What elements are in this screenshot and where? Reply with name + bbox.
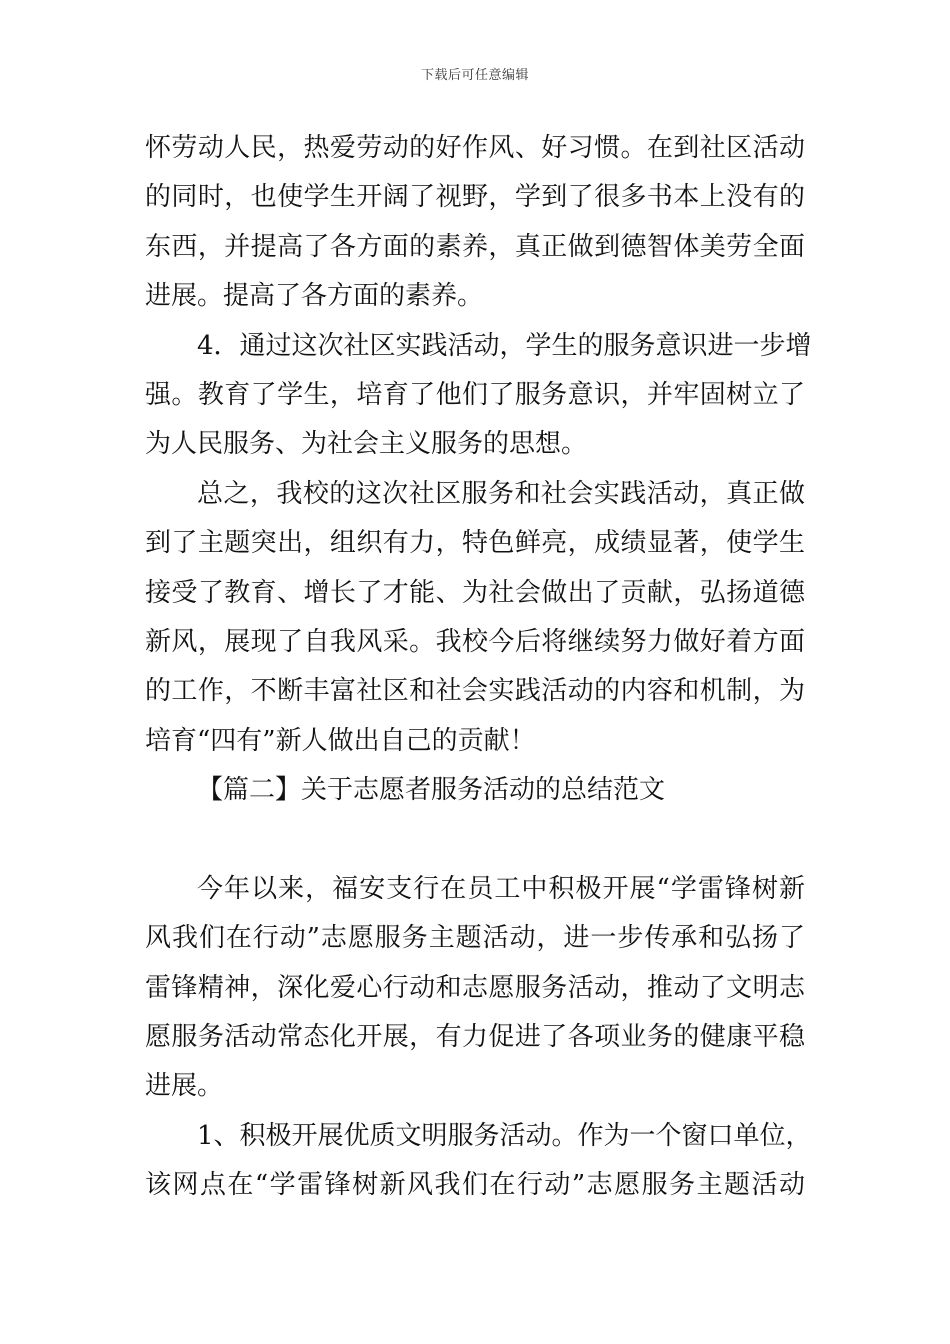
text-line: 1、积极开展优质文明服务活动。作为一个窗口单位， — [197, 1120, 812, 1151]
text-line: 风我们在行动”志愿服务主题活动，进一步传承和弘扬了 — [145, 923, 805, 954]
text-line: 怀劳动人民，热爱劳动的好作风、好习惯。在到社区活动 — [145, 133, 805, 163]
text-line: 强。教育了学生，培育了他们了服务意识，并牢固树立了 — [145, 379, 805, 410]
blank-line — [145, 815, 805, 864]
paragraph — [145, 1112, 812, 1211]
paragraph — [145, 322, 812, 470]
text-line: 该网点在“学雷锋树新风我们在行动”志愿服务主题活动 — [145, 1170, 805, 1201]
text-line: 愿服务活动常态化开展，有力促进了各项业务的健康平稳 — [145, 1022, 805, 1053]
text-line: 雷锋精神，深化爱心行动和志愿服务活动，推动了文明志 — [145, 972, 805, 1003]
text-line: 的同时，也使学生开阔了视野，学到了很多书本上没有的 — [145, 182, 805, 213]
document-body — [145, 124, 812, 1211]
text-line: 到了主题突出，组织有力，特色鲜亮，成绩显著，使学生 — [145, 528, 805, 559]
paragraph — [145, 865, 805, 1112]
paragraph — [145, 124, 805, 322]
text-line: 4．通过这次社区实践活动，学生的服务意识进一步增 — [197, 330, 812, 361]
paragraph — [145, 470, 805, 766]
text-line: 的工作，不断丰富社区和社会实践活动的内容和机制，为 — [145, 676, 805, 707]
page-header-note: 下载后可任意编辑 — [420, 68, 529, 83]
text-line: 总之，我校的这次社区服务和社会实践活动，真正做 — [197, 478, 805, 509]
text-line: 新风，展现了自我风采。我校今后将继续努力做好着方面 — [145, 626, 805, 657]
text-line: 进展。提高了各方面的素养。 — [145, 281, 484, 312]
text-line: 为人民服务、为社会主义服务的思想。 — [145, 429, 588, 460]
text-line: 今年以来，福安支行在员工中积极开展“学雷锋树新 — [197, 873, 805, 904]
section-heading: 【篇二】关于志愿者服务活动的总结范文 — [197, 775, 666, 806]
text-line: 培育“四有”新人做出自己的贡献！ — [145, 725, 536, 756]
text-line: 东西，并提高了各方面的素养，真正做到德智体美劳全面 — [145, 231, 805, 262]
text-line: 进展。 — [145, 1071, 224, 1102]
text-line: 接受了教育、增长了才能、为社会做出了贡献，弘扬道德 — [145, 577, 805, 608]
